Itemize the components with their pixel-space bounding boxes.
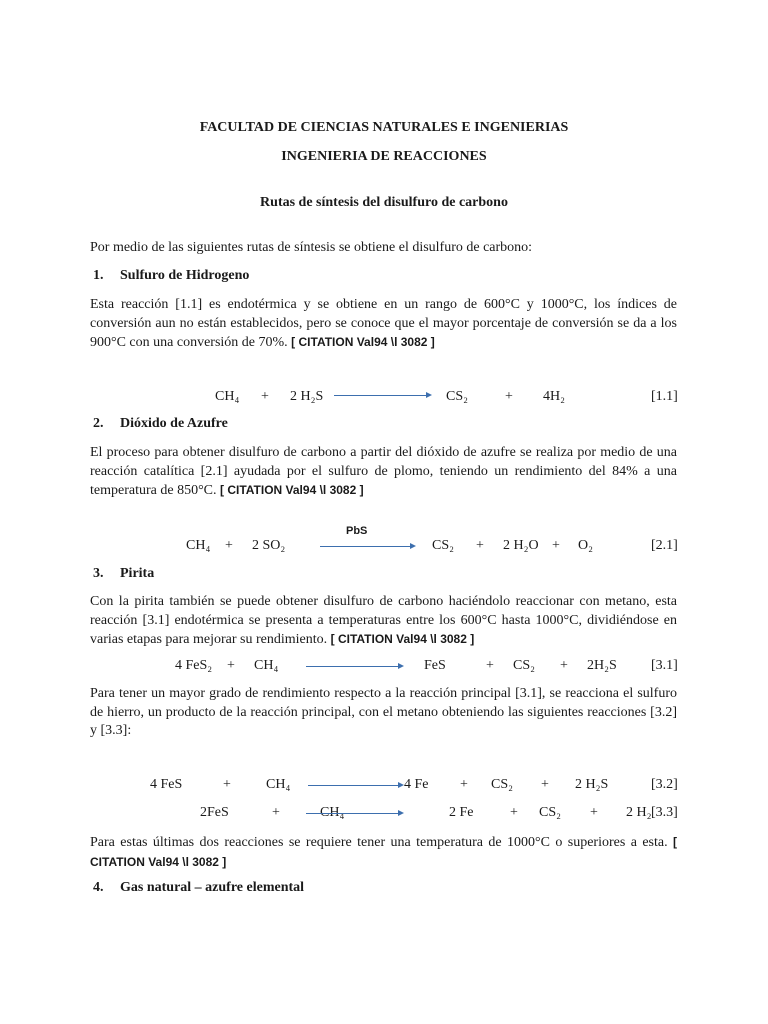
product: 2 H₂ — [626, 805, 652, 820]
plus-sign: + — [227, 658, 235, 673]
product: 2H₂S — [587, 658, 617, 673]
paragraph-text: Con la pirita también se puede obtener disulfuro de carbono haciéndolo reaccionar con metano, esta reacción [3.1] endotérmica se presenta a temperaturas entre los 600°C hasta 1000°C, dividiéndose en varias etapas para mejorar su rendimiento. — [90, 594, 677, 647]
section-title: Gas natural – azufre elemental — [120, 880, 305, 895]
section-1-heading — [93, 268, 249, 284]
document-title: Rutas de síntesis del disulfuro de carbono — [260, 195, 508, 210]
reactant: 4 FeS₂ — [175, 658, 213, 673]
citation-field: [ CITATION Val94 \l 3082 ] — [330, 632, 475, 646]
reactant: 2FeS — [200, 805, 229, 820]
section-2-paragraph — [90, 444, 677, 501]
citation-field: [ CITATION Val94 \l 3082 ] — [291, 335, 435, 349]
paragraph-text: Esta reacción [1.1] es endotérmica y se obtiene en un rango de 600°C y 1000°C, los índices de conversión aun no están establecidos, pero se conoce que el mayor porcentaje de conversión se da a los 900°C con una conversión de 70%. — [90, 297, 677, 350]
plus-sign: + — [505, 389, 513, 404]
product: 2 Fe — [449, 805, 474, 820]
equation-reference: [3.1] — [651, 658, 678, 673]
section-title: Dióxido de Azufre — [120, 416, 228, 431]
equation-reference: [1.1] — [651, 389, 678, 404]
course-heading: INGENIERIA DE REACCIONES — [281, 149, 487, 164]
plus-sign: + — [552, 538, 560, 553]
reactant: CH₄ — [266, 777, 291, 792]
section-number: 4. — [93, 880, 104, 895]
citation-field: [ CITATION Val94 \l 3082 ] — [220, 483, 364, 497]
paragraph-text: El proceso para obtener disulfuro de carbono a partir del dióxido de azufre se realiza por medio de una reacción catalítica [2.1] ayudada por el sulfuro de plomo, teniendo un rendimiento del 84% a una temperatura de 850°C. — [90, 445, 677, 498]
plus-sign: + — [476, 538, 484, 553]
paragraph-text: Para estas últimas dos reacciones se requiere tener una temperatura de 1000°C o superiores a esta. — [90, 835, 668, 850]
plus-sign: + — [560, 658, 568, 673]
section-title: Sulfuro de Hidrogeno — [120, 268, 250, 283]
product: O₂ — [578, 538, 593, 553]
reactant: 2 SO₂ — [252, 538, 286, 553]
reaction-arrow — [306, 666, 402, 667]
reaction-arrow — [320, 546, 414, 547]
reaction-arrow — [334, 395, 430, 396]
equation-reference: [3.2] — [651, 777, 678, 792]
reactant: 4 FeS — [150, 777, 183, 792]
reactant: CH₄ — [320, 805, 345, 820]
section-3-paragraph-2 — [90, 685, 677, 741]
product: CS₂ — [513, 658, 536, 673]
reaction-arrow — [306, 813, 402, 814]
plus-sign: + — [261, 389, 269, 404]
product: 4 Fe — [404, 777, 429, 792]
section-title: Pirita — [120, 566, 155, 581]
reactant: CH₄ — [215, 389, 240, 404]
section-2-heading — [93, 416, 228, 432]
plus-sign: + — [223, 777, 231, 792]
product: 2 H₂O — [503, 538, 539, 553]
reactant: 2 H₂S — [290, 389, 324, 404]
product: FeS — [424, 658, 446, 673]
product: CS₂ — [539, 805, 562, 820]
intro-text: Por medio de las siguientes rutas de síntesis se obtiene el disulfuro de carbono: — [90, 240, 533, 255]
section-3-paragraph — [90, 593, 677, 650]
equation-reference: [3.3] — [651, 805, 678, 820]
plus-sign: + — [510, 805, 518, 820]
section-3-heading — [93, 566, 154, 582]
equation-reference: [2.1] — [651, 538, 678, 553]
section-number: 3. — [93, 566, 104, 581]
plus-sign: + — [272, 805, 280, 820]
reaction-arrow — [308, 785, 402, 786]
citation-field: [ CITATION Val94 \l 3082 ] — [90, 835, 677, 869]
section-number: 2. — [93, 416, 104, 431]
plus-sign: + — [460, 777, 468, 792]
section-1-paragraph — [90, 296, 677, 353]
section-number: 1. — [93, 268, 104, 283]
plus-sign: + — [225, 538, 233, 553]
plus-sign: + — [590, 805, 598, 820]
product: CS₂ — [446, 389, 469, 404]
plus-sign: + — [486, 658, 494, 673]
product: 4H₂ — [543, 389, 565, 404]
section-4-heading — [93, 880, 304, 896]
section-3-paragraph-3 — [90, 833, 677, 872]
faculty-heading: FACULTAD DE CIENCIAS NATURALES E INGENIERIAS — [199, 120, 569, 135]
product: 2 H₂S — [575, 777, 609, 792]
paragraph-text: Para tener un mayor grado de rendimiento respecto a la reacción principal [3.1], se reacciona el sulfuro de hierro, un producto de la reacción principal, con el metano obteniendo las siguientes reacciones [3.2] y [3.3]: — [90, 686, 677, 738]
product: CS₂ — [432, 538, 455, 553]
reactant: CH₄ — [254, 658, 279, 673]
plus-sign: + — [541, 777, 549, 792]
catalyst-label: PbS — [346, 525, 368, 537]
product: CS₂ — [491, 777, 514, 792]
reactant: CH₄ — [186, 538, 211, 553]
